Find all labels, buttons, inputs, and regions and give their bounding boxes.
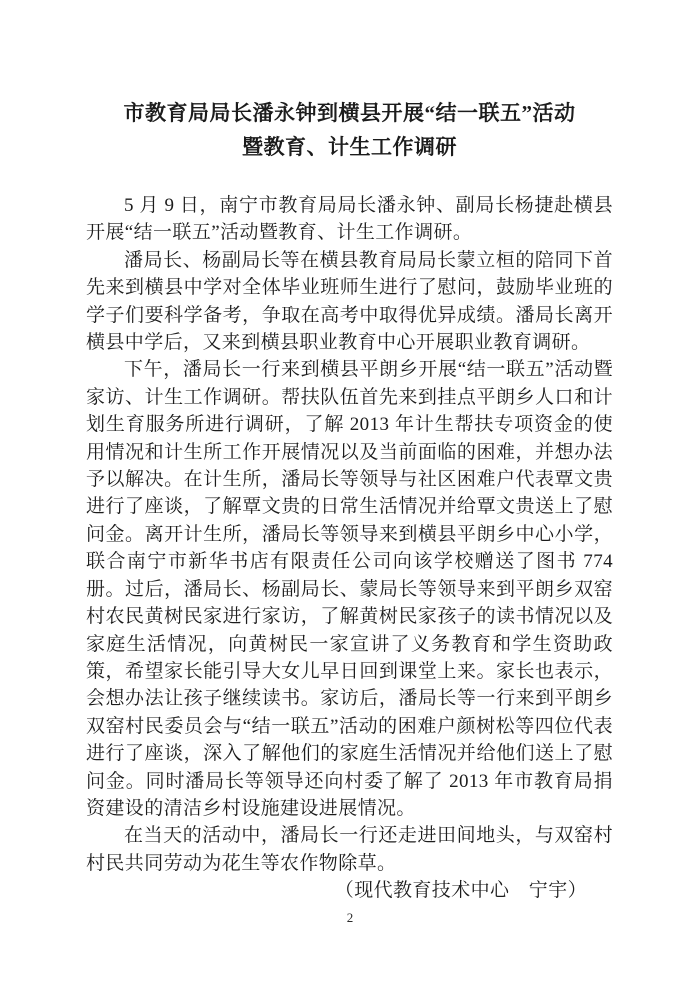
- title-line-1: 市教育局局长潘永钟到横县开展“结一联五”活动: [123, 101, 576, 125]
- page-number: 2: [346, 910, 354, 925]
- document-content: [86, 0, 613, 905]
- paragraph: 在当天的活动中，潘局长一行还走进田间地头，与双窑村村民共同劳动为花生等农作物除草。: [86, 825, 613, 874]
- title-line-2: 暨教育、计生工作调研: [242, 135, 457, 159]
- signature: （现代教育技术中心 宁宇）: [334, 880, 587, 902]
- paragraph: 下午，潘局长一行来到横县平朗乡开展“结一联五”活动暨家访、计生工作调研。帮扶队伍首先来到挂点平朗乡人口和计划生育服务所进行调研，了解 2013 年计生帮扶专项资金的使用情况和计生所工作开展情况以及当前面临的困难，并想办法予以解决。在计生所，潘局长等领导与社区困难户代表覃文贵进行了座谈，了解覃文贵的日常生活情况并给覃文贵送上了慰问金。离开计生所，潘局长等领导来到横县平朗乡中心小学，联合南宁市新华书店有限责任公司向该学校赠送了图书 774 册。过后，潘局长、杨副局长、蒙局长等领导来到平朗乡双窑村农民黄树民家进行家访，了解黄树民家孩子的读书情况以及家庭生活情况，向黄树民一家宣讲了义务教育和学生资助政策，希望家长能引导大女儿早日回到课堂上来。家长也表示，会想办法让孩子继续读书。家访后，潘局长等一行来到平朗乡双窑村民委员会与“结一联五”活动的困难户颜树松等四位代表进行了座谈，深入了解他们的家庭生活情况并给他们送上了慰问金。同时潘局长等领导还向村委了解了 2013 年市教育局捐资建设的清洁乡村设施建设进展情况。: [86, 359, 613, 819]
- paragraph: 潘局长、杨副局长等在横县教育局局长蒙立桓的陪同下首先来到横县中学对全体毕业班师生进行了慰问，鼓励毕业班的学子们要科学备考，争取在高考中取得优异成绩。潘局长离开横县中学后，又来到横县职业教育中心开展职业教育调研。: [86, 249, 613, 354]
- document-title: [86, 0, 613, 164]
- paragraph: 5 月 9 日，南宁市教育局局长潘永钟、副局长杨捷赴横县开展“结一联五”活动暨教育、计生工作调研。: [86, 195, 613, 244]
- document-body: [86, 192, 613, 877]
